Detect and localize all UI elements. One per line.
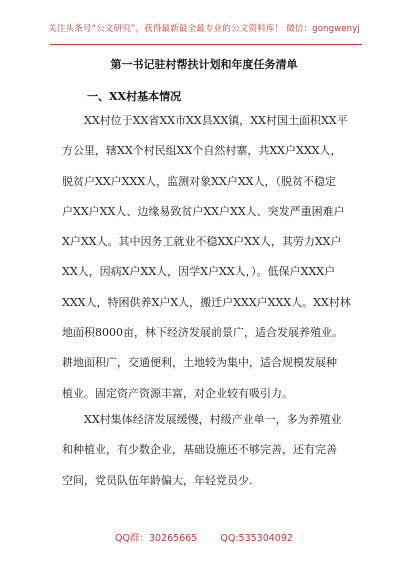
paragraph-basic-info (62, 106, 353, 409)
paragraph-collective-economy (62, 405, 353, 496)
paragraph-line: 耕地面积广，交通便利，土地较为集中，适合规模发展种 (62, 356, 337, 370)
paragraph-line: 方公里，辖XX个村民组XX个自然村寨，共XX户XXX人， (62, 144, 342, 158)
paragraph-line: XX人，因病X户XX人，因学X户XX人，）。低保户XXX户 (62, 265, 336, 279)
paragraph-line: XX村位于XX省XX市XX县XX镇，XX村国土面积XX平 (84, 114, 348, 127)
paragraph-line: 和种植业，有少数企业，基础设施还不够完善，还有完善 (62, 443, 337, 457)
paragraph-line: 植业。固定资产资源丰富，对企业较有吸引力。 (62, 386, 293, 400)
footer-qq-number: QQ:535304092 (220, 533, 293, 544)
header-divider (50, 44, 362, 45)
paragraph-line: 地面积8000亩，林下经济发展前景广，适合发展养殖业。 (62, 326, 343, 340)
paragraph-line: 空间，党员队伍年龄偏大，年轻党员少. (62, 473, 253, 487)
paragraph-line: 脱贫户XX户XXX人，监测对象XX户XX人，（脱贫不稳定 (62, 174, 336, 188)
header-promo-note: 关注头条号“公文研究”，获得最新最全最专业的公文资料库！ 微信：gongwenyj (48, 24, 360, 34)
footer-contact (0, 530, 408, 544)
paragraph-line: XX村集体经济发展缓慢，村级产业单一，多为养殖业 (62, 413, 342, 426)
document-title: 第一书记驻村帮扶计划和年度任务清单 (110, 58, 298, 71)
paragraph-line: XXX人，特困供养X户X人，搬迁户XXX户XXX人。XX村林 (62, 295, 351, 309)
paragraph-line: 户XX户XX人、边缘易致贫户XX户XX人、突发严重困难户 (62, 204, 345, 218)
section-heading: 一、XX村基本情况 (87, 90, 182, 103)
footer-qq-group: QQ群：30265665 (115, 533, 198, 544)
paragraph-line: X户XX人。其中因务工就业不稳XX户XX人，其劳力XX户 (62, 235, 342, 249)
